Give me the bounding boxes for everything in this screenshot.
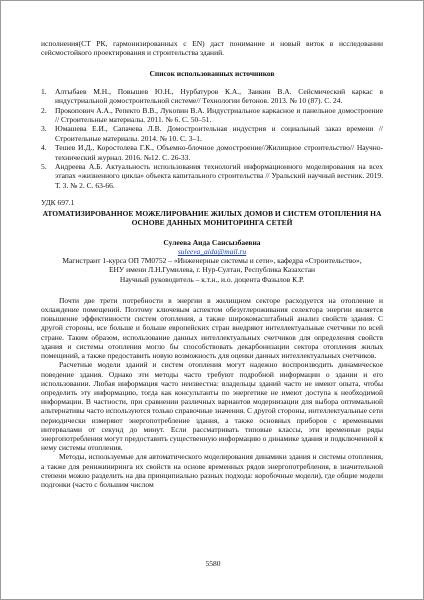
affiliation-line: ЕНУ имени Л.Н.Гумилева, г. Нур-Султан, Республика Казахстан: [108, 265, 316, 275]
intro-paragraph: исполнения(СТ РК, гармонизированных с EN) даст понимание и новый виток в исследовании сейсмостойкого проектирования и строительства зданий.: [41, 39, 383, 58]
body-paragraph: Расчетные модели зданий и систем отопления могут надежно воспроизводить динамическое поведение здания. Однако эти методы часто требуют подробной информации о здании и его использовании. Любая информация часто неизвестна: владельцы зданий часто не имеют опыта, чтобы определить эту информацию, тогда как консультанты по энергетике не имеют доступа к необходимой информации. В частности, при сравнении различных вариантов модернизации для выбора оптимальной альтернативы часто используются только справочные значения. С другой стороны, интеллектуальные сети периодически измеряют энергопотребление здания, а также основных приборов с временными интервалами от секунд до минут. Если рассматривать типовые классы, эти временные ряды энергопотребления могут предоставить существенную информацию о динамике здания и подключенной к нему системы отопления.: [41, 360, 383, 453]
page-number: 5580: [205, 559, 221, 568]
reference-number: 2.: [41, 105, 47, 115]
author-email-link[interactable]: suleeva_aida@mail.ru: [177, 247, 247, 257]
author-name: Сулеева Аида Сансызбаевна: [163, 237, 261, 247]
body-paragraph: Методы, используемые для автоматического моделирования динамики здания и системы отопления, а также для реинжиниринга их свойств на основе временных рядов энергопотребления, в значительной степени можно разделить на два принципиально разных подхода: коробочные модели), где общие модели подгонки (часто с большим числом: [41, 452, 383, 489]
reference-text: Андреева А.Б. Актуальность использования технологий информационного моделирования на всех этапах «жизненного цикла» объекта капитального строительства // Уральский научный вестник. 2019. Т. 3. № 2. С. 63-66.: [55, 162, 383, 190]
reference-item: [41, 124, 383, 142]
reference-item: [41, 162, 383, 190]
reference-text: Юмашева Е.И., Сапачева Л.В. Домостроительная индустрия и социальный заказ времени // Строительные материалы. 2014. № 10. С. 3–1.: [55, 124, 383, 143]
reference-number: 1.: [41, 86, 47, 96]
reference-item: [41, 106, 383, 124]
reference-item: [41, 87, 383, 105]
reference-item: [41, 143, 383, 161]
reference-number: 3.: [41, 124, 47, 134]
reference-text: Тешев И.Д., Коростолева Г.К., Объемно-блочное домостроение//Жилищное строительство// Научно-технический журнал. 2016. №12. С. 26-33.: [55, 143, 383, 162]
affiliation-line: Магистрант 1-курса ОП 7М0752 – «Инженерные системы и сети», кафедра «Строительство»,: [62, 256, 362, 266]
udc-code: УДК 697.1: [41, 197, 75, 207]
reference-text: Алтыбаев М.Н., Повышев Ю.Н., Нурбатуров К.А., Заикин В.А. Сейсмический каркас в индустриальной домостроительной системе// Технологии бетонов. 2013. № 10 (87). С. 24.: [55, 86, 383, 105]
supervisor-line: Научный руководитель – к.т.н., и.о. доцента Фазылов К.Р.: [119, 274, 305, 284]
page-content: [41, 39, 383, 489]
body-paragraph: Почти две трети потребности в энергии в жилищном секторе расходуется на отопление и охлаждение помещений. Поэтому ключевым аспектом обезуглероживания селектора энергии является повышение эффективности систем отопления, а также широкомасштабный анализ свойств здания. С другой стороны, все больше и больше европейских стран внедряют интеллектуальные счетчики по всей стране. Таким образом, использование данных интеллектуальных счетчиков для определения свойств здания и системы отопления могло бы способствовать декарбонизации сектора отопления жилых помещений, а также предоставить новую возможность для оценки данных интеллектуальных счетчиков.: [41, 295, 383, 361]
references-list: [41, 87, 383, 190]
reference-text: Прокопович А.А., Репекто В.В., Лукonин В.А. Индустриальное каркасное и панельное домостроение // Строительные материалы. 2011. № 6. С. 50–51.: [55, 105, 383, 124]
reference-number: 5.: [41, 162, 47, 172]
article-title: АТОМАТИЗИРОВАННОЕ МОЖЕЛИРОВАНИЕ ЖИЛЫХ ДОМОВ И СИСТЕМ ОТОПЛЕНИЯ НА ОСНОВЕ ДАННЫХ МОНИТОРИНГА СЕТЕЙ: [42, 209, 382, 228]
references-title: Список использованных источников: [149, 69, 275, 79]
reference-number: 4.: [41, 143, 47, 153]
article-body: [41, 296, 383, 489]
